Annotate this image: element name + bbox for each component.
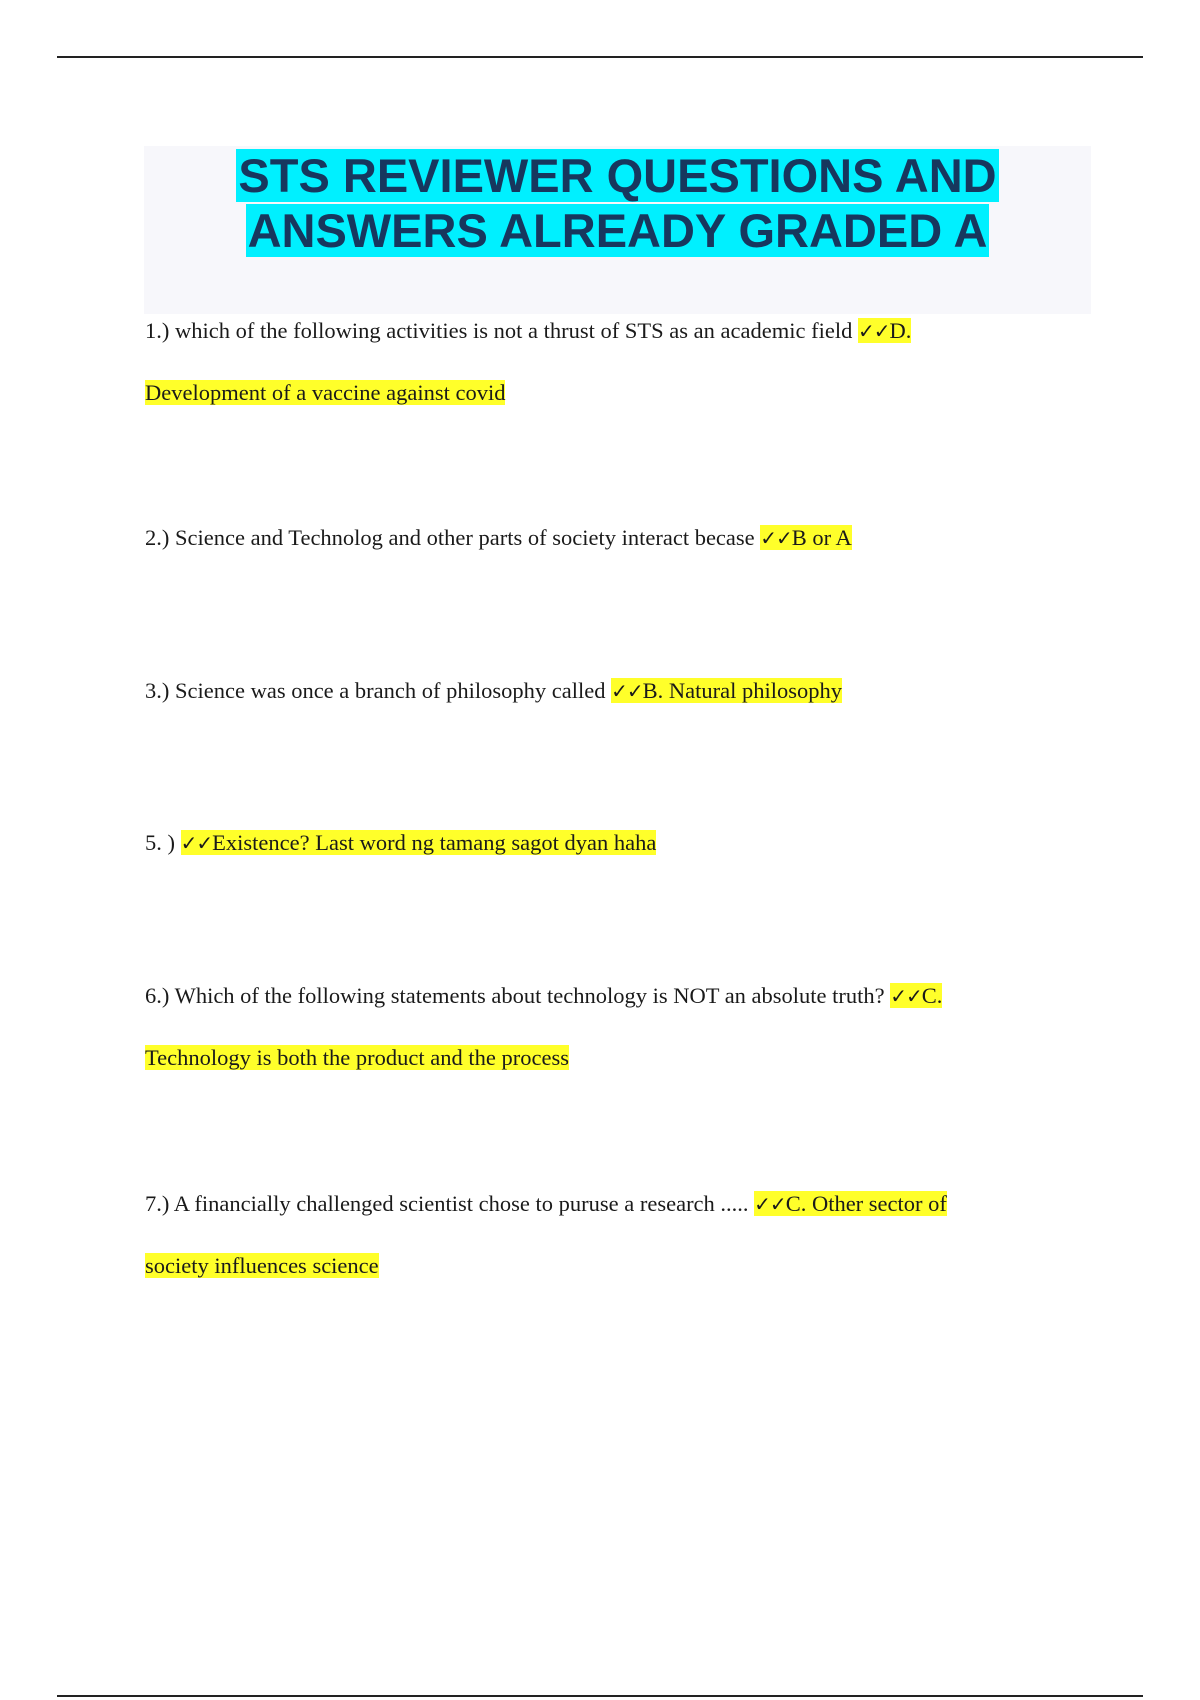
check-icon: ✓✓ <box>890 984 922 1008</box>
check-icon: ✓✓ <box>857 319 890 343</box>
answer-highlight <box>760 525 852 550</box>
title-line-1: STS REVIEWER QUESTIONS AND <box>238 149 997 202</box>
bottom-rule <box>57 1695 1143 1697</box>
qa-item-7 <box>145 1173 1050 1296</box>
question-text: 6.) Which of the following statements about technology is NOT an absolute truth? <box>145 983 891 1008</box>
answer-highlight <box>611 678 842 703</box>
top-rule <box>57 56 1143 58</box>
answer-text: Existence? Last word ng tamang sagot dyan haha <box>212 830 657 855</box>
question-text: 5. ) <box>145 830 181 855</box>
answer-text: B. Natural philosophy <box>642 678 842 703</box>
answer-continuation: Technology is both the product and the process <box>145 1045 569 1070</box>
title-line-2: ANSWERS ALREADY GRADED A <box>247 204 988 257</box>
check-icon: ✓✓ <box>754 1192 786 1216</box>
qa-item-1 <box>145 300 1050 423</box>
answer-text: B or A <box>791 525 852 550</box>
question-text: 7.) A financially challenged scientist chose to puruse a research ..... <box>145 1191 755 1216</box>
answer-continuation: Development of a vaccine against covid <box>145 380 506 405</box>
answer-text: C. Other sector of <box>785 1191 947 1216</box>
question-text: 1.) which of the following activities is not a thrust of STS as an academic field <box>145 318 858 343</box>
answer-highlight <box>181 830 657 855</box>
question-text: 3.) Science was once a branch of philosophy called <box>145 678 612 703</box>
qa-item-3 <box>145 660 1050 722</box>
qa-item-6 <box>145 965 1050 1088</box>
answer-highlight <box>890 983 942 1008</box>
qa-item-2 <box>145 507 1050 569</box>
check-icon: ✓✓ <box>611 679 643 703</box>
check-icon: ✓✓ <box>180 831 213 855</box>
answer-highlight <box>858 318 911 343</box>
qa-item-5 <box>145 812 1050 874</box>
answer-highlight <box>754 1191 947 1216</box>
question-text: 2.) Science and Technolog and other parts of society interact becase <box>145 525 761 550</box>
check-icon: ✓✓ <box>760 526 792 550</box>
answer-text: C. <box>921 983 943 1008</box>
document-title <box>144 148 1091 258</box>
answer-text: D. <box>889 318 912 343</box>
answer-continuation: society influences science <box>145 1253 379 1278</box>
